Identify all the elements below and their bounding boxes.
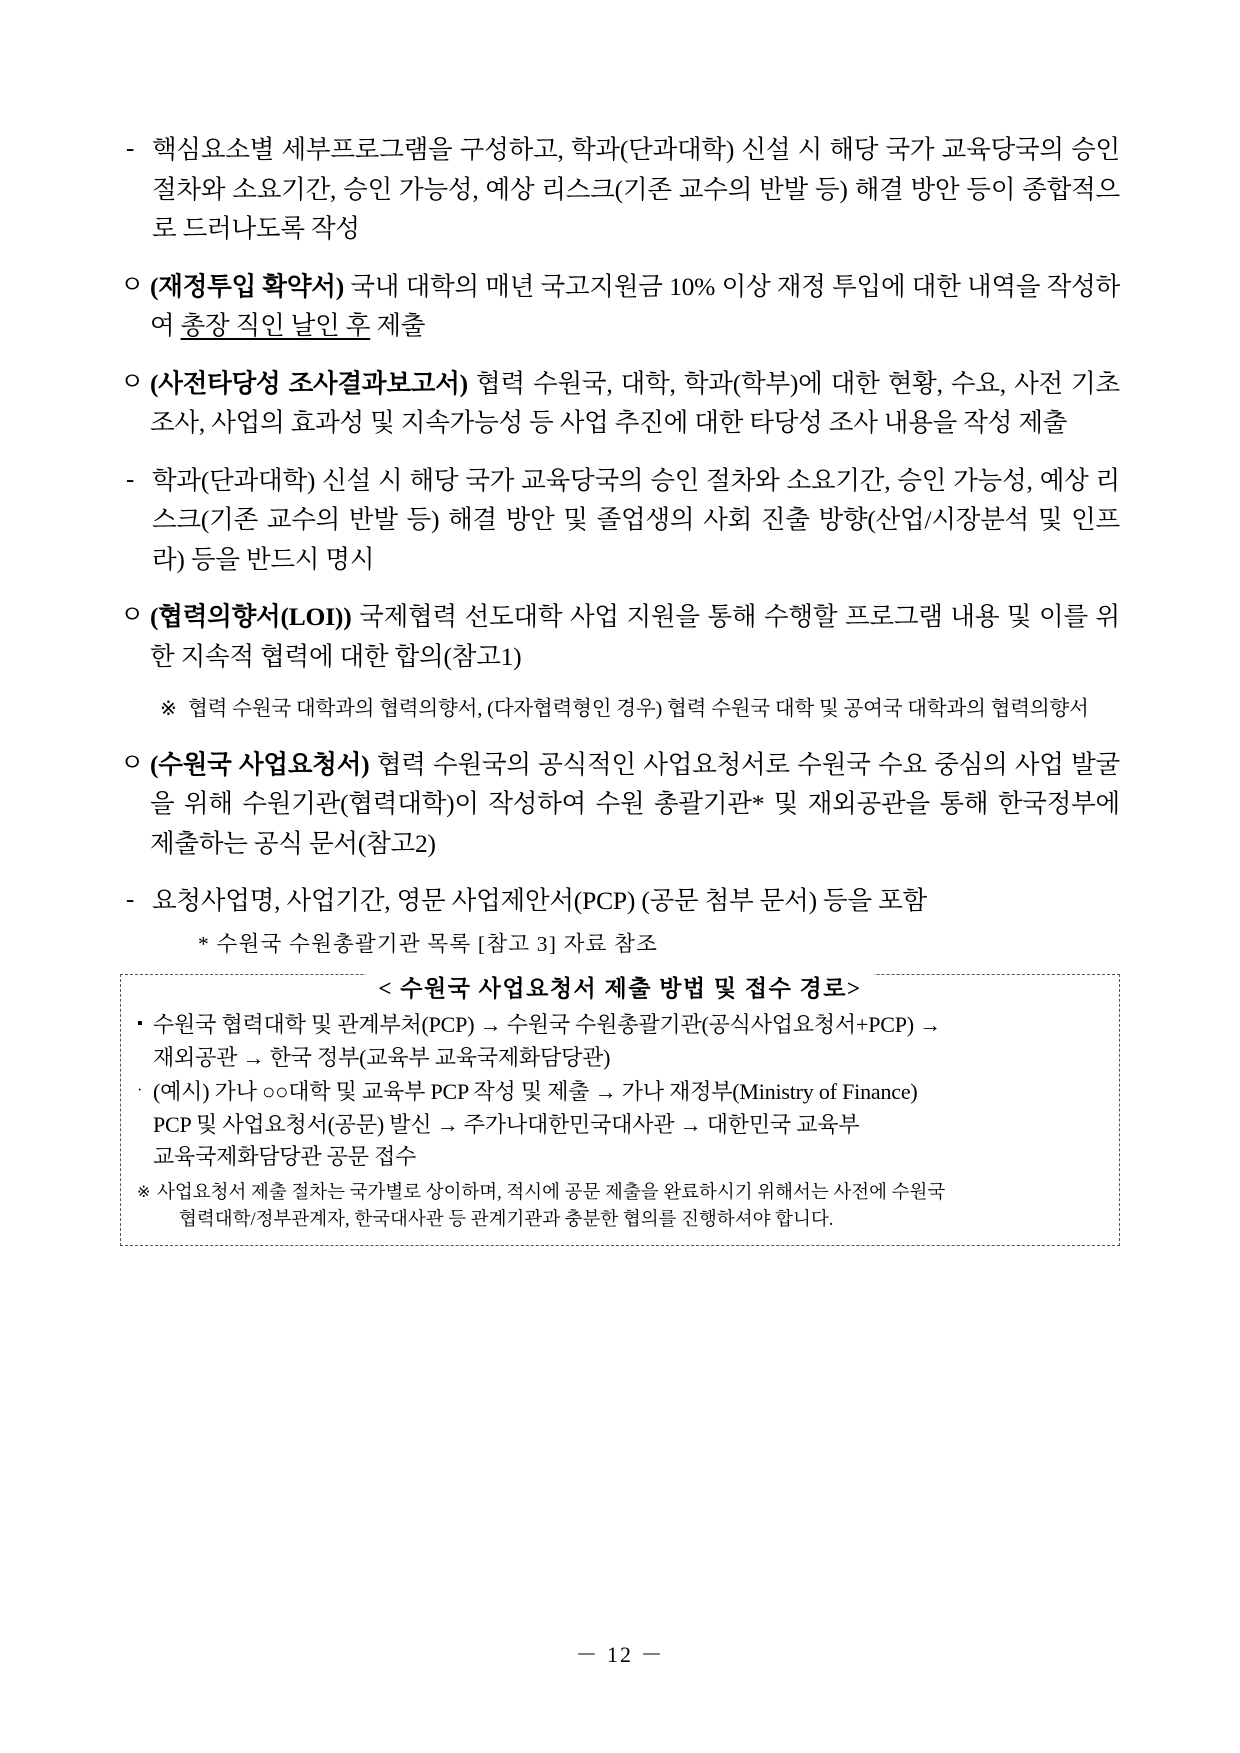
note-item bbox=[120, 694, 1120, 725]
list-item bbox=[120, 597, 1120, 676]
line: 국내 대학의 매년 국고지원금 10% 이상 재정 투입에 bbox=[344, 271, 906, 301]
paragraph-text bbox=[150, 364, 1120, 443]
paragraph-text bbox=[152, 881, 1120, 921]
line: 협력 수원국 대학과의 협력의향서, (다자협력형인 경우) 협력 수원국 대학 bbox=[188, 698, 815, 721]
bullet-square: ▪ bbox=[137, 1015, 143, 1032]
bullet-circle: ㅇ bbox=[120, 271, 145, 299]
box-note bbox=[137, 1180, 1103, 1234]
page-number: － 12 － bbox=[575, 1642, 665, 1667]
bullet-dash: - bbox=[126, 886, 135, 914]
list-item bbox=[120, 881, 1120, 921]
bullet-dash: - bbox=[126, 135, 135, 162]
line: 협력대학/정부관계자, 한국대사관 등 관계기관과 충분한 협의를 진행하셔야 합니다. bbox=[179, 1209, 834, 1230]
line: 추진에 대한 타당성 조사 내용을 작성 제출 bbox=[614, 408, 1068, 438]
paragraph-text bbox=[150, 597, 1120, 676]
lead-label: (사전타당성 조사결과보고서) bbox=[150, 368, 468, 398]
bullet-dot: · bbox=[137, 1082, 143, 1100]
list-item bbox=[120, 267, 1120, 346]
lead-label: (수원국 사업요청서) bbox=[150, 749, 370, 779]
line: 총괄기관* 및 재외공관을 통해 한국정부에 제출하는 공식 문서(참고2) bbox=[150, 789, 1120, 858]
line: 수요 중심의 사업 발굴을 위해 수원기관(협력대학)이 작성하여 수원 bbox=[150, 749, 1120, 819]
line: PCP 및 사업요청서(공문) 발신 → 주가나대한민국대사관 → 대한민국 교육부 bbox=[153, 1111, 860, 1137]
box-item-text bbox=[153, 1076, 1103, 1174]
line: 재외공관 → 한국 정부(교육부 교육국제화담당관) bbox=[153, 1044, 611, 1070]
line: 협력 수원국의 공식적인 사업요청서로 수원국 bbox=[369, 749, 871, 779]
line: 승인 가능성, 예상 리스크(기존 교수의 반발 등) 해결 방안 및 졸업생의 bbox=[152, 465, 1120, 535]
footnote-star: * 수원국 수원총괄기관 목록 [참고 3] 자료 참조 bbox=[198, 932, 659, 956]
line: 핵심요소별 세부프로그램을 구성하고, 학과(단과대학) 신설 시 해당 bbox=[152, 135, 879, 164]
line: 학과(단과대학) 신설 시 해당 국가 교육당국의 승인 절차와 소요기간, bbox=[152, 465, 891, 495]
note-text bbox=[188, 694, 1089, 725]
box-title: < 수원국 사업요청서 제출 방법 및 접수 경로> bbox=[366, 970, 873, 1003]
bullet-reference-mark: ※ bbox=[137, 1183, 151, 1201]
paragraph-text bbox=[150, 267, 1120, 346]
bullet-circle: ㅇ bbox=[120, 749, 145, 777]
underlined-phrase: 총장 직인 날인 후 bbox=[180, 311, 371, 341]
line: 프로그램 내용 및 이를 위한 지속적 협력에 대한 합의(참고1) bbox=[150, 602, 1120, 671]
lead-label: (협력의향서(LOI)) bbox=[150, 602, 352, 632]
line: 교육국제화담당관 공문 접수 bbox=[153, 1144, 417, 1170]
box-note-text bbox=[157, 1180, 1103, 1234]
bullet-reference-mark: ※ bbox=[160, 698, 177, 721]
paragraph-text bbox=[152, 130, 1120, 249]
paragraph-text bbox=[150, 745, 1120, 864]
line: 수원국 협력대학 및 관계부처(PCP) → 수원국 수원총괄기관(공식사업요청서+PCP) → bbox=[153, 1012, 941, 1037]
line: 사회 진출 방향(산업/시장분석 및 인프라) 등을 반드시 명시 bbox=[152, 505, 1120, 574]
bullet-dash: - bbox=[126, 465, 135, 493]
line: 국가 교육당국의 승인 절차와 소요기간, 승인 가능성, 예상 리스크(기존 bbox=[152, 135, 1120, 204]
line: 및 공여국 대학과의 협력의향서 bbox=[819, 698, 1089, 721]
list-item bbox=[120, 745, 1120, 864]
bullet-circle: ㅇ bbox=[120, 368, 145, 396]
box-list-item bbox=[137, 1009, 1103, 1074]
line: 국제협력 선도대학 사업 지원을 통해 수행할 bbox=[351, 602, 838, 632]
line: 교수의 반발 등) 해결 방안 등이 종합적으로 드러나도록 작성 bbox=[152, 174, 1120, 244]
line: (예시) 가나 ○○대학 및 교육부 PCP 작성 및 제출 → 가나 재정부(Ministry of Finance) bbox=[153, 1079, 918, 1105]
boxed-section bbox=[120, 974, 1120, 1246]
list-item bbox=[120, 130, 1120, 249]
line-tail: 제출 bbox=[370, 311, 426, 341]
list-item bbox=[120, 461, 1120, 580]
document-content bbox=[120, 130, 1120, 1246]
list-item bbox=[120, 364, 1120, 443]
lead-label: (재정투입 확약서) bbox=[150, 271, 344, 301]
line: 협력 수원국, 대학, 학과(학부)에 대한 bbox=[467, 368, 880, 398]
bullet-circle: ㅇ bbox=[120, 602, 145, 630]
line: 대한 내역을 작성하여 bbox=[150, 271, 1120, 341]
line: 현황, 수요, 사전 기초 조사, 사업의 효과성 및 지속가능성 등 사업 bbox=[150, 368, 1120, 438]
box-border bbox=[120, 974, 1120, 1246]
box-list-item bbox=[137, 1076, 1103, 1174]
box-title-wrap bbox=[137, 976, 1103, 1009]
line: 사업요청서 제출 절차는 국가별로 상이하며, 적시에 공문 제출을 완료하시기 위해서는 사전에 수원국 bbox=[157, 1182, 946, 1203]
line: 요청사업명, 사업기간, 영문 사업제안서(PCP) (공문 첨부 문서) 등을 포함 bbox=[152, 886, 927, 916]
paragraph-text bbox=[152, 461, 1120, 580]
box-item-text bbox=[153, 1009, 1103, 1074]
